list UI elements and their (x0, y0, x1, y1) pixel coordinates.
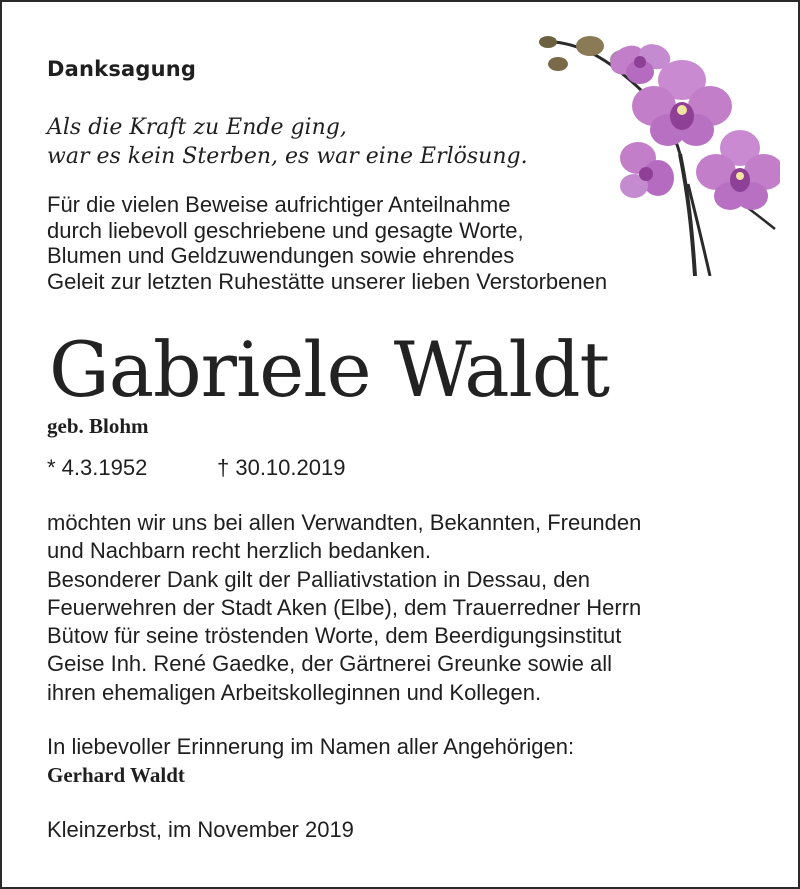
body-line: und Nachbarn recht herzlich bedanken. (47, 538, 432, 564)
body-line: Feuerwehren der Stadt Aken (Elbe), dem Trauerredner Herrn (47, 594, 642, 620)
body-line: Besonderer Dank gilt der Palliativstation in Dessau, den (47, 566, 590, 592)
body-line: ihren ehemaligen Arbeitskolleginnen und Kollegen. (47, 679, 542, 705)
notice-heading: Danksagung (47, 57, 197, 81)
intro-line: Blumen und Geldzuwendungen sowie ehrendes (47, 243, 515, 268)
intro-paragraph (47, 192, 607, 294)
birth-date: * 4.3.1952 (47, 455, 148, 480)
body-line: möchten wir uns bei allen Verwandten, Bekannten, Freunden (47, 510, 642, 535)
place-and-date: Kleinzerbst, im November 2019 (47, 817, 354, 842)
intro-line: Für die vielen Beweise aufrichtiger Anteilnahme (47, 192, 511, 217)
body-line: Bütow für seine tröstenden Worte, dem Beerdigungsinstitut (47, 623, 622, 649)
signer-name: Gerhard Waldt (47, 763, 185, 787)
death-date: † 30.10.2019 (217, 455, 346, 480)
closing-line: In liebevoller Erinnerung im Namen aller Angehörigen: (47, 734, 575, 759)
body-line: Geise Inh. René Gaedke, der Gärtnerei Greunke sowie all (47, 651, 612, 677)
intro-line: Geleit zur letzten Ruhestätte unserer lieben Verstorbenen (47, 268, 608, 294)
deceased-name: Gabriele Waldt (49, 325, 610, 414)
intro-line: durch liebevoll geschriebene und gesagte Worte, (47, 217, 524, 243)
quote-line: Als die Kraft zu Ende ging, (47, 115, 347, 140)
memorial-quote (47, 113, 528, 171)
quote-line: war es kein Sterben, es war eine Erlösung. (47, 144, 528, 169)
maiden-name: geb. Blohm (47, 414, 149, 438)
thanks-paragraph (47, 509, 641, 707)
life-dates (47, 455, 346, 481)
